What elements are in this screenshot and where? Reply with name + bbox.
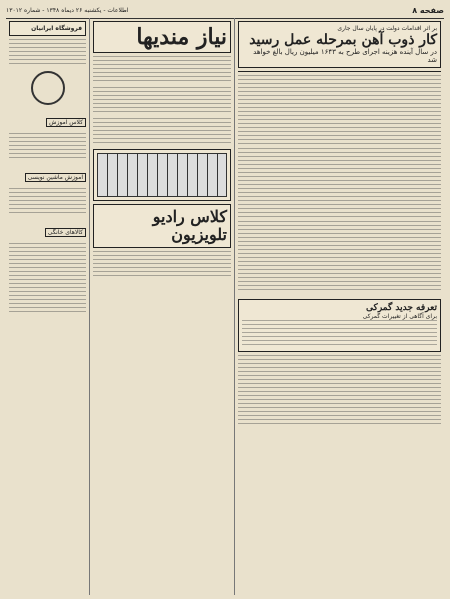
content-grid xyxy=(6,18,444,595)
main-headline: کار ذوب آهن بمرحله عمل رسید xyxy=(249,32,437,48)
kitchen-illustration xyxy=(97,153,227,197)
main-subhead: در سال آینده هزینه اجرای طرح به ۱۶۴۳ میلیون ریال بالغ خواهد شد xyxy=(253,48,437,64)
left-note-3: آموزش ماشین نویسی xyxy=(25,173,86,182)
left-text-3 xyxy=(9,188,86,216)
story-text-3 xyxy=(238,221,441,291)
classifieds-text-3 xyxy=(93,118,231,146)
headline-kicker: بر اثر اقدامات دولت در پایان سال جاری xyxy=(337,25,437,32)
right-news-area xyxy=(234,18,444,595)
radio-title: کلاس رادیو تلویزیون xyxy=(152,207,227,244)
classifieds-header xyxy=(93,21,231,53)
story-text-4 xyxy=(238,355,441,425)
left-note-2: کلاس آموزش xyxy=(46,118,86,127)
radio-ad xyxy=(93,204,231,248)
customs-ad xyxy=(238,299,441,352)
classifieds-text-1 xyxy=(93,56,231,84)
story-text-1 xyxy=(238,75,441,145)
classifieds-area xyxy=(89,18,234,595)
left-text-4 xyxy=(9,243,86,313)
classifieds-text-4 xyxy=(93,251,231,279)
emblem xyxy=(31,71,65,105)
issue-line: اطلاعات - یکشنبه ۲۶ دیماه ۱۳۴۸ - شماره ۱۳۰۱۲ xyxy=(6,6,129,14)
page-label: صفحه ۸ xyxy=(412,5,444,15)
left-column xyxy=(6,18,89,595)
left-note-box-1 xyxy=(9,21,86,36)
left-note-1: فروشگاه ایرانیان xyxy=(31,25,82,32)
left-note-4: کالاهای خانگی xyxy=(45,228,86,237)
left-text-1 xyxy=(9,39,86,67)
left-text-2 xyxy=(9,133,86,161)
main-headline-box xyxy=(238,21,441,68)
customs-subtitle: برای آگاهی از تغییرات گمرکی xyxy=(362,313,437,320)
customs-title: تعرفه جدید گمرکی xyxy=(366,303,437,313)
customs-text xyxy=(242,320,437,348)
classifieds-title: نیاز مندیها xyxy=(136,24,227,50)
kitchen-ad xyxy=(93,149,231,201)
classifieds-text-2 xyxy=(93,87,231,115)
rule-1 xyxy=(238,71,441,72)
story-text-2 xyxy=(238,148,441,218)
top-bar xyxy=(6,4,444,19)
